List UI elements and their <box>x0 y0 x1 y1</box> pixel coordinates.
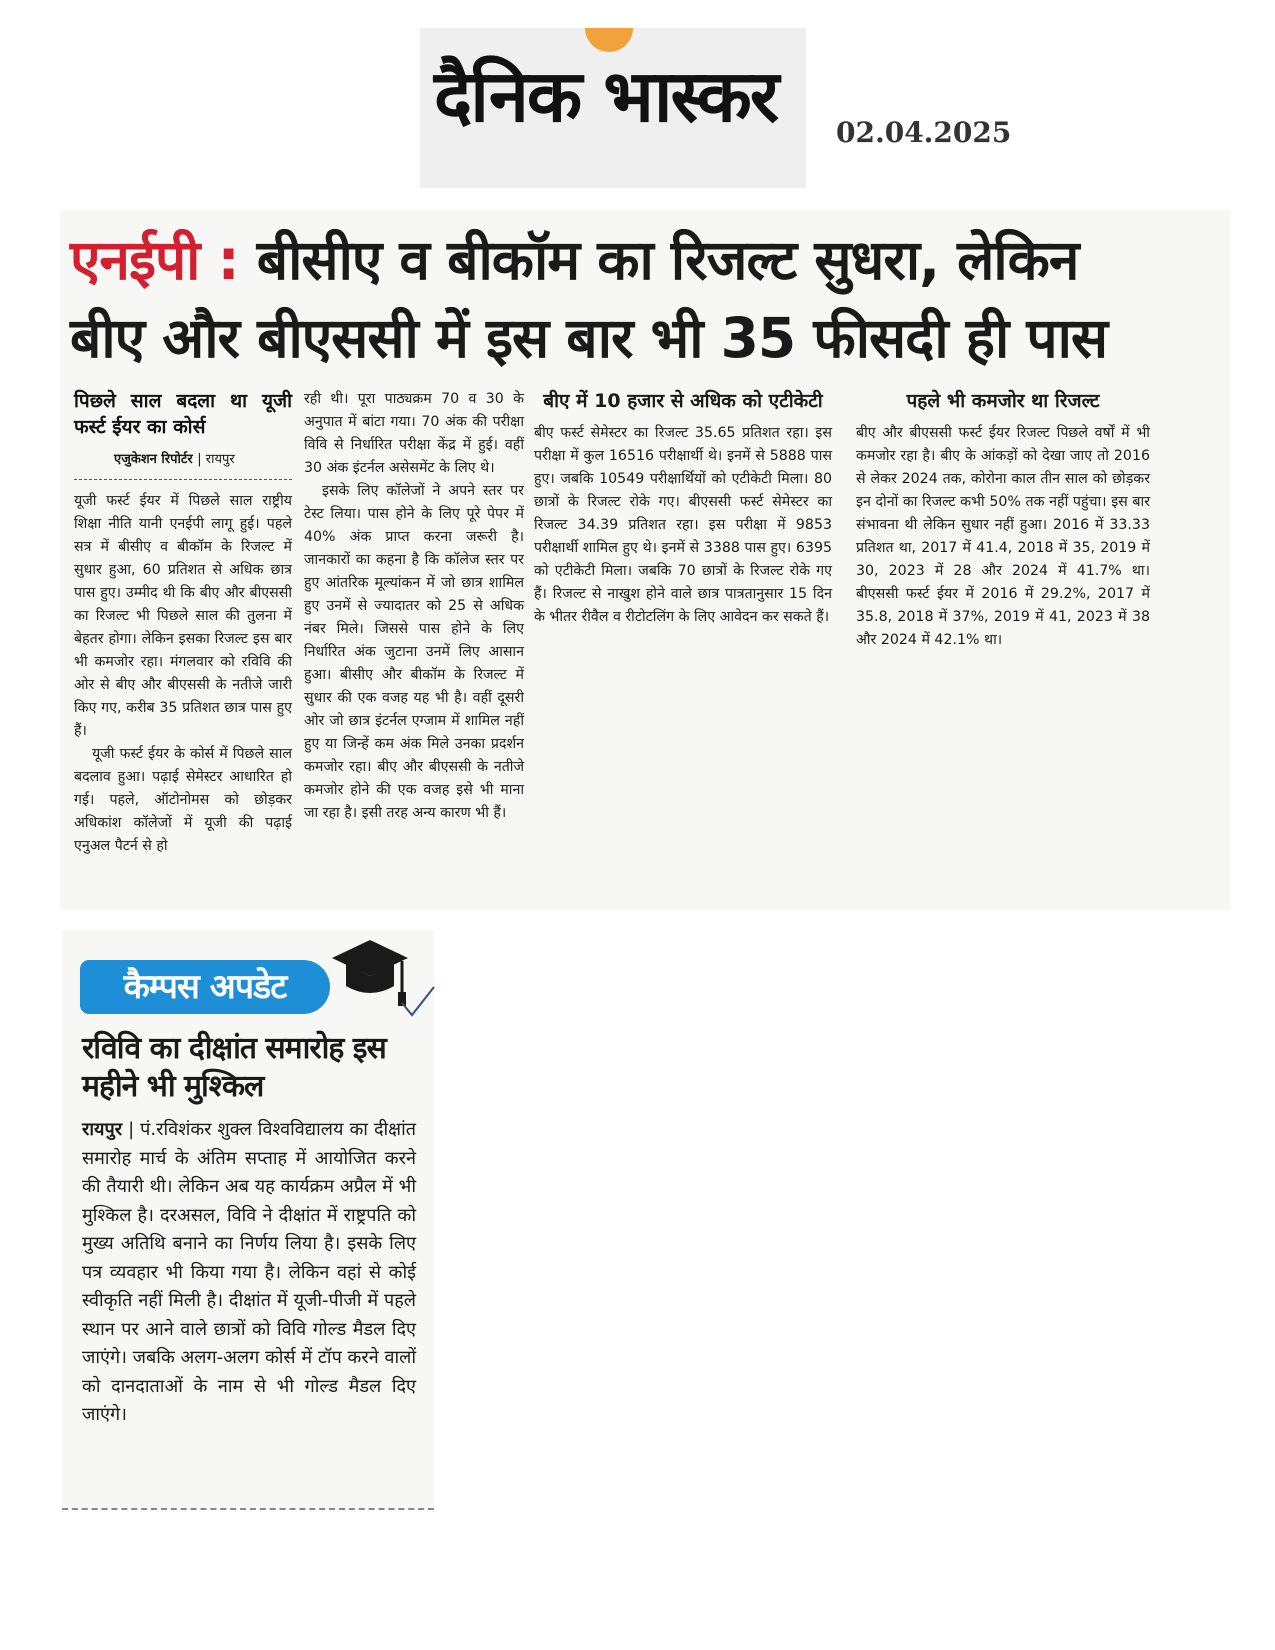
column-1-paragraph-2: यूजी फर्स्ट ईयर के कोर्स में पिछले साल बदलाव हुआ। पढ़ाई सेमेस्टर आधारित हो गई। पहले, ऑटोनोमस को छोड़कर अधिकांश कॉलेजों में यूजी की पढ़ाई एनुअल पैटर्न से हो <box>74 746 292 854</box>
graduation-cap-icon <box>330 934 410 1020</box>
article-column-1 <box>74 388 292 858</box>
campus-update-badge: कैम्पस अपडेट <box>80 960 330 1014</box>
column-2-paragraph-2: इसके लिए कॉलेजों ने अपने स्तर पर टेस्ट लिया। पास होने के लिए पूरे पेपर में 40% अंक प्राप्त करना जरूरी है। जानकारों का कहना है कि कॉलेज स्तर पर हुए आंतरिक मूल्यांकन में जो छात्र शामिल हुए उनमें से ज्यादातर को 25 से अधिक नंबर मिले। जिससे पास होने के लिए निर्धारित अंक जुटाना उनमें लिए आसान हुआ। बीसीए और बीकॉम के रिजल्ट में सुधार की एक वजह यह भी है। वहीं दूसरी ओर जो छात्र इंटर्नल एग्जाम में शामिल नहीं हुए या जिन्हें कम अंक मिले उनका प्रदर्शन कमजोर रहा। बीए और बीएससी के नतीजे कमजोर होने की एक वजह इसे भी माना जा रहा है। इसी तरह अन्य कारण भी हैं। <box>304 483 524 821</box>
dateline-place: रायपुर <box>82 1119 123 1140</box>
column-1-subhead: पिछले साल बदला था यूजी फर्स्ट ईयर का कोर्स <box>74 390 292 438</box>
campus-update-text: | पं.रविशंकर शुक्ल विश्वविद्यालय का दीक्षांत समारोह मार्च के अंतिम सप्ताह में आयोजित करने की तैयारी थी। लेकिन अब यह कार्यक्रम अप्रैल में भी मुश्किल है। दरअसल, विवि ने दीक्षांत में राष्ट्रपति को मुख्य अतिथि बनाने का निर्णय लिया है। इसके लिए पत्र व्यवहार भी किया गया है। लेकिन वहां से कोई स्वीकृति नहीं मिली है। दीक्षांत में यूजी-पीजी में पहले स्थान पर आने वाले छात्रों को विवि गोल्ड मैडल दिए जाएंगे। जबकि अलग-अलग कोर्स में टॉप करने वालों को दानदाताओं के नाम से भी गोल्ड मैडल दिए जाएंगे। <box>82 1119 416 1425</box>
column-1-paragraph-1: यूजी फर्स्ट ईयर में पिछले साल राष्ट्रीय शिक्षा नीति यानी एनईपी लागू हुई। पहले सत्र में बीसीए व बीकॉम के रिजल्ट में सुधार हुआ, 60 प्रतिशत से अधिक छात्र पास हुए। उम्मीद थी कि बीए और बीएससी का रिजल्ट भी पिछले साल की तुलना में बेहतर होगा। लेकिन इसका रिजल्ट इस बार भी कमजोर रहा। मंगलवार को रविवि की ओर से बीए और बीएससी के नतीजे जारी किए गए, करीब 35 प्रतिशत छात्र पास हुए हैं। <box>74 493 292 739</box>
column-2-paragraph-1: रही थी। पूरा पाठ्यक्रम 70 व 30 के अनुपात में बांटा गया। 70 अंक की परीक्षा विवि से निर्धारित परीक्षा केंद्र में हुई। वहीं 30 अंक इंटर्नल असेसमेंट के लिए थे। <box>304 391 524 476</box>
campus-update-title: रविवि का दीक्षांत समारोह इस महीने भी मुश्किल <box>82 1031 386 1104</box>
headline-kicker: एनईपी <box>70 228 200 292</box>
headline-text-1: बीसीए व बीकॉम का रिजल्ट सुधरा, लेकिन <box>256 228 1079 292</box>
main-article <box>60 210 1230 910</box>
newspaper-logo: दैनिक भास्कर <box>434 54 778 138</box>
column-divider <box>74 479 292 480</box>
column-3-paragraph-1: बीए फर्स्ट सेमेस्टर का रिजल्ट 35.65 प्रतिशत रहा। इस परीक्षा में कुल 16516 परीक्षार्थी थे। इनमें से 5888 पास हुए। जबकि 10549 परीक्षार्थियों को एटीकेटी मिला। 80 छात्रों के रिजल्ट रोके गए। बीएससी फर्स्ट सेमेस्टर का रिजल्ट 34.39 प्रतिशत रहा। इस परीक्षा में 9853 परीक्षार्थी शामिल हुए थे। इनमें से 3388 पास हुए। 6395 को एटीकेटी मिला। जबकि 70 छात्रों के रिजल्ट रोके गए हैं। रिजल्ट से नाखुश होने वाले छात्र पात्रतानुसार 15 दिन के भीतर रीवैल व रीटोटलिंग के लिए आवेदन कर सकते हैं। <box>534 425 832 625</box>
column-4-subhead: पहले भी कमजोर था रिजल्ट <box>906 390 1100 412</box>
campus-update-article <box>62 930 434 1510</box>
byline-city: | रायपुर <box>197 452 235 467</box>
publication-date: 02.04.2025 <box>836 116 1012 149</box>
byline <box>114 448 292 471</box>
column-3-subhead: बीए में 10 हजार से अधिक को एटीकेटी <box>543 390 823 412</box>
sun-logo-icon <box>585 28 633 52</box>
article-column-4 <box>856 388 1150 652</box>
article-column-2 <box>304 388 524 825</box>
headline-line-2: बीए और बीएससी में इस बार भी 35 फीसदी ही पास <box>70 306 1108 370</box>
checkmark-icon <box>400 985 436 1019</box>
column-4-paragraph-1: बीए और बीएससी फर्स्ट ईयर रिजल्ट पिछले वर्षों में भी कमजोर रहा है। बीए के आंकड़ों को देखा जाए तो 2016 से लेकर 2024 तक, कोरोना काल तीन साल को छोड़कर इन दोनों का रिजल्ट कभी 50% तक नहीं पहुंचा। इस बार संभावना थी लेकिन सुधार नहीं हुआ। 2016 में 33.33 प्रतिशत था, 2017 में 41.4, 2018 में 35, 2019 में 30, 2023 में 28 और 2024 में 41.7% था। बीएससी फर्स्ट ईयर में 2016 में 29.2%, 2017 में 35.8, 2018 में 37%, 2019 में 41, 2023 में 38 और 2024 में 42.1% था। <box>856 425 1150 648</box>
headline-colon: : <box>217 228 239 292</box>
article-column-3 <box>534 388 832 629</box>
campus-update-body <box>82 1116 416 1430</box>
masthead <box>420 28 806 188</box>
headline-line-1 <box>70 230 1230 291</box>
byline-reporter: एजुकेशन रिपोर्टर <box>114 452 193 467</box>
campus-bottom-border <box>62 1508 434 1510</box>
